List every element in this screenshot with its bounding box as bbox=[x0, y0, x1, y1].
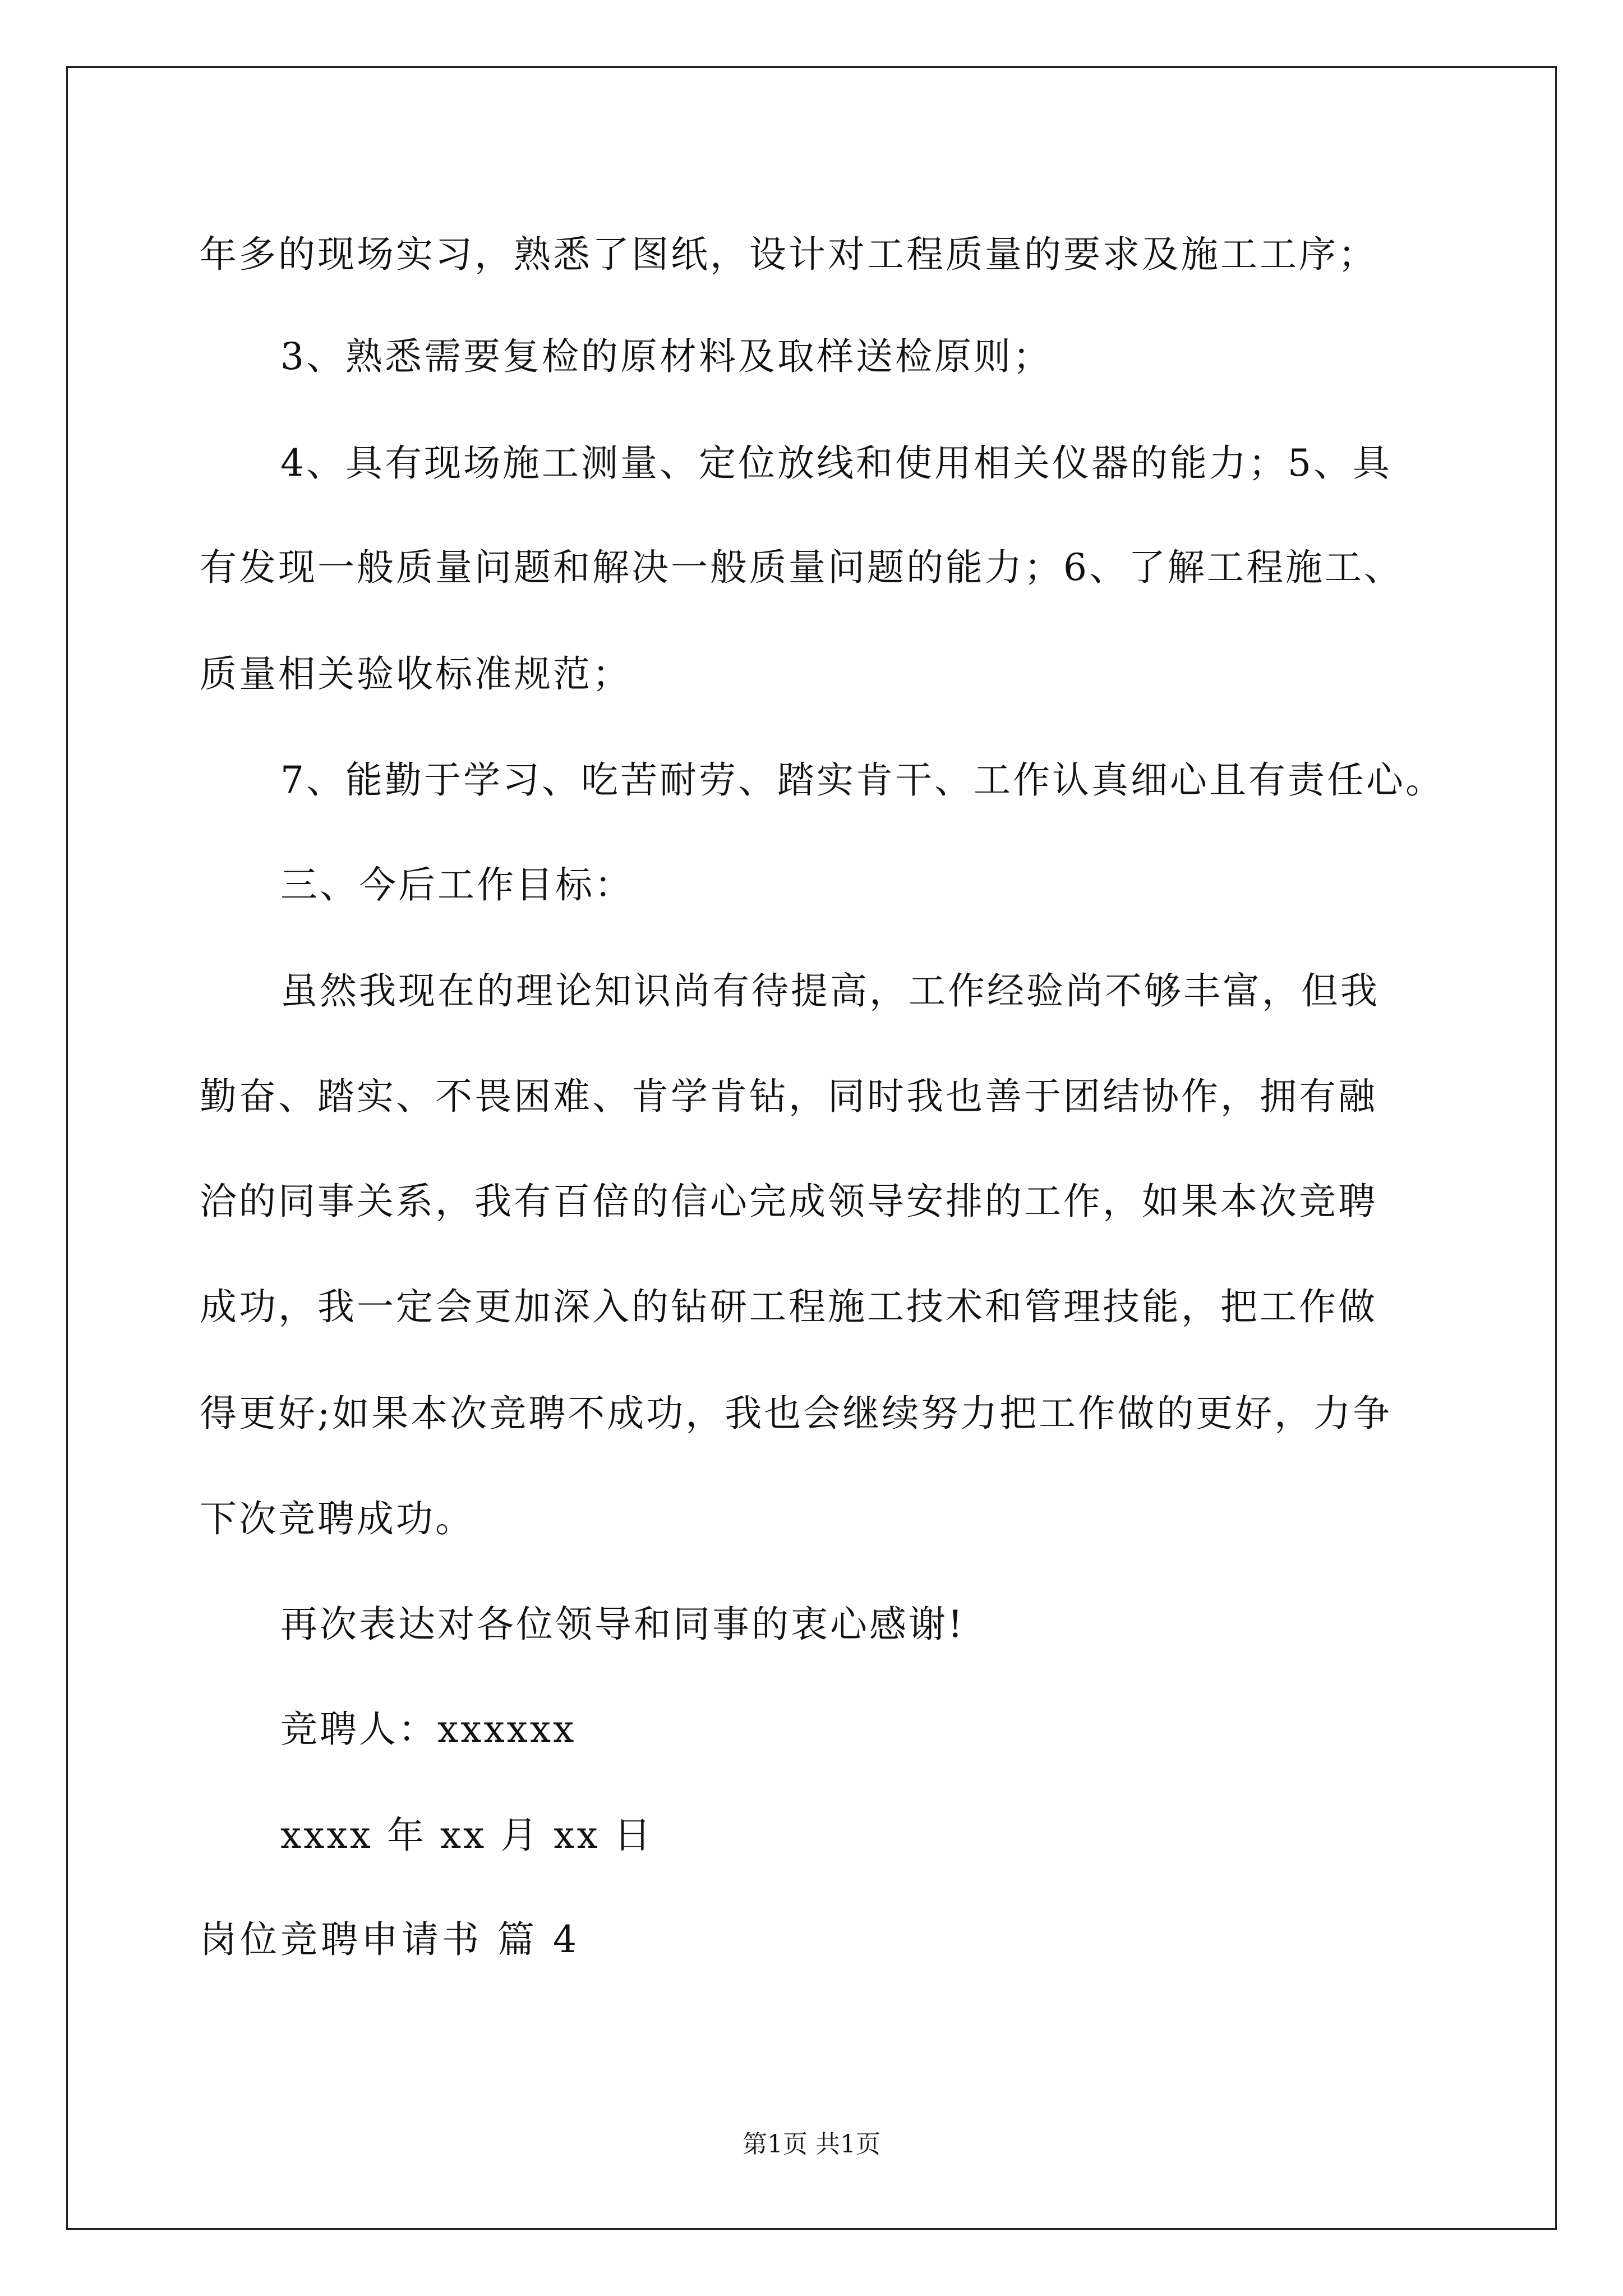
body-line-2: 3、熟悉需要复检的原材料及取样送检原则； bbox=[280, 335, 1052, 378]
body-line-10: 洽的同事关系，我有百倍的信心完成领导安排的工作，如果本次竞聘 bbox=[200, 1180, 1377, 1223]
document-heading: 岗位竞聘申请书 篇 4 bbox=[200, 1918, 580, 1961]
body-line-6: 7、能勤于学习、吃苦耐劳、踏实肯干、工作认真细心且有责任心。 bbox=[280, 758, 1445, 802]
body-line-14: 再次表达对各位领导和同事的衷心感谢! bbox=[280, 1603, 965, 1646]
body-line-5: 质量相关验收标准规范； bbox=[200, 652, 631, 696]
body-line-12: 得更好;如果本次竞聘不成功，我也会继续努力把工作做的更好，力争 bbox=[200, 1392, 1393, 1435]
body-line-4: 有发现一般质量问题和解决一般质量问题的能力；6、了解工程施工、 bbox=[200, 546, 1403, 589]
date-line: xxxx 年 xx 月 xx 日 bbox=[280, 1814, 653, 1857]
body-line-8: 虽然我现在的理论知识尚有待提高，工作经验尚不够丰富，但我 bbox=[280, 969, 1380, 1013]
body-line-1: 年多的现场实习，熟悉了图纸，设计对工程质量的要求及施工工序； bbox=[200, 233, 1377, 276]
body-line-13: 下次竞聘成功。 bbox=[200, 1497, 474, 1540]
body-line-9: 勤奋、踏实、不畏困难、肯学肯钻，同时我也善于团结协作，拥有融 bbox=[200, 1075, 1377, 1118]
body-line-3: 4、具有现场施工测量、定位放线和使用相关仪器的能力；5、具 bbox=[280, 441, 1392, 485]
section-heading: 三、今后工作目标： bbox=[280, 863, 634, 907]
body-line-11: 成功，我一定会更加深入的钻研工程施工技术和管理技能，把工作做 bbox=[200, 1285, 1377, 1328]
page-border bbox=[66, 66, 1557, 2230]
page-footer: 第1页 共1页 bbox=[743, 2130, 880, 2159]
applicant-line: 竞聘人：xxxxxx bbox=[280, 1708, 577, 1751]
